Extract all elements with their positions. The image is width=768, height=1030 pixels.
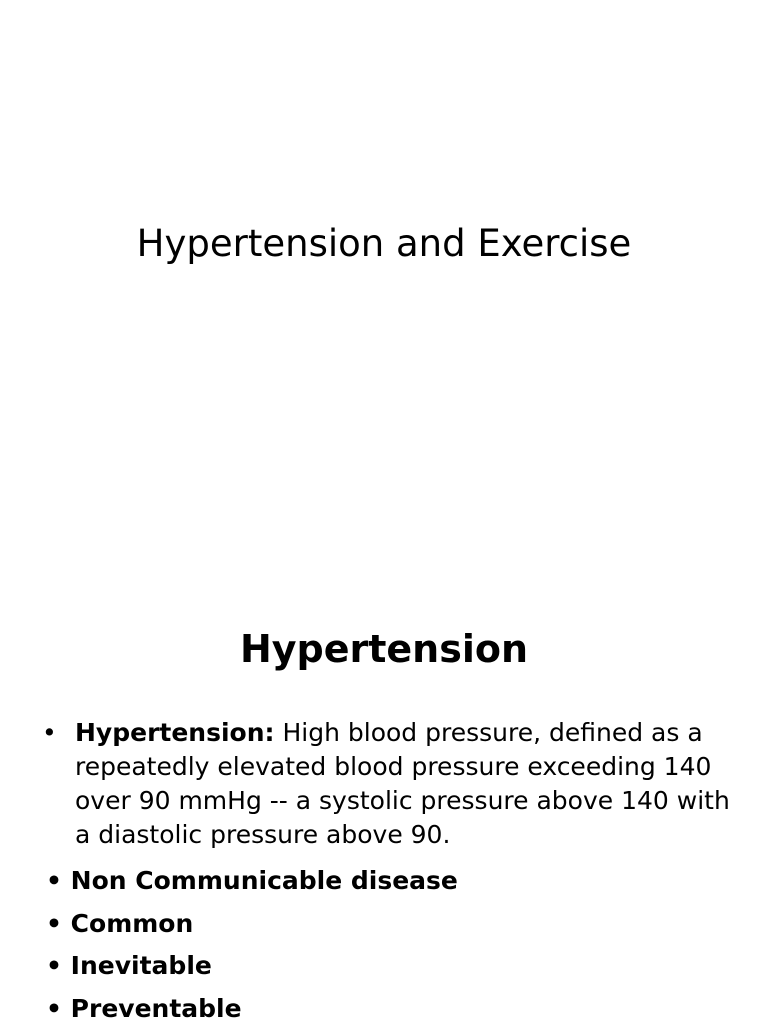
slide1-title: Hypertension and Exercise — [0, 222, 768, 266]
list-item: • Non Communicable disease — [46, 860, 746, 903]
slide2-title: Hypertension — [0, 626, 768, 672]
key-points-list — [46, 860, 746, 1030]
definition-text: High blood pressure, defined as a repeatedly elevated blood pressure exceeding 140 over 90 mmHg -- a systolic pressure above 140 with a diastolic pressure above 90. — [75, 718, 730, 849]
definition-bullet — [42, 716, 742, 852]
list-item: • Preventable — [46, 988, 746, 1030]
list-item: • Common — [46, 903, 746, 946]
bullet-icon: • — [42, 716, 75, 852]
definition-term: Hypertension: — [75, 718, 275, 747]
definition-text-block — [75, 716, 742, 852]
list-item: • Inevitable — [46, 945, 746, 988]
